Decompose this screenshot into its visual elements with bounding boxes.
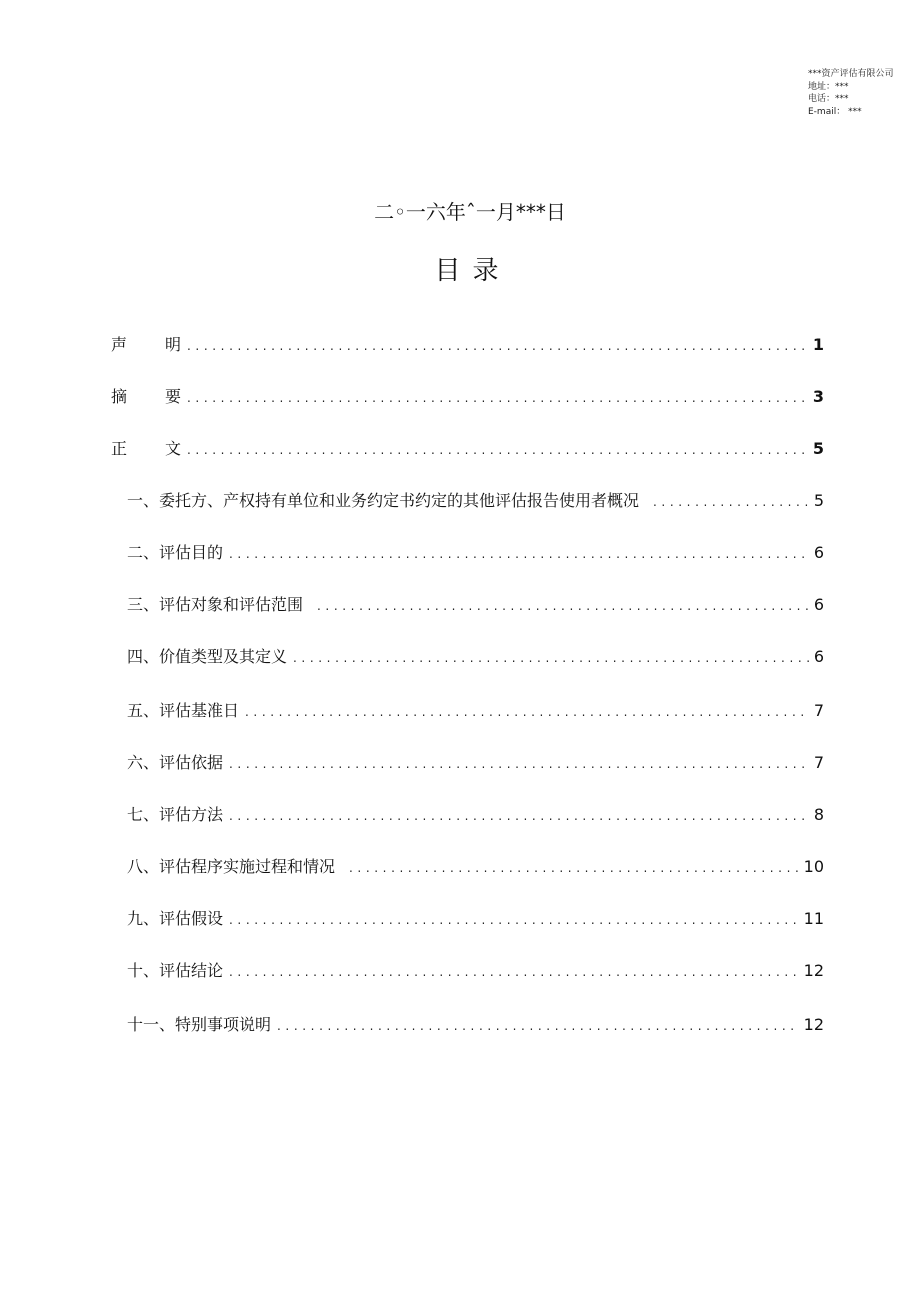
- toc-section-4[interactable]: [127, 644, 824, 668]
- toc-dot-leader: [349, 861, 800, 875]
- toc-dot-leader: [229, 913, 800, 927]
- company-name: ***资产评估有限公司: [808, 69, 894, 79]
- toc-page-number: 12: [803, 961, 824, 980]
- toc-section-1[interactable]: [127, 488, 824, 512]
- toc-label-char: 明: [164, 335, 181, 354]
- toc-entry-label: 二、评估目的: [127, 543, 224, 562]
- toc-title: 目录: [434, 256, 511, 286]
- toc-section-3[interactable]: [127, 592, 824, 616]
- toc-entry-label: 十一、特别事项说明: [127, 1015, 272, 1034]
- toc-label-char: 文: [164, 439, 181, 458]
- toc-page-number: 6: [813, 595, 824, 614]
- toc-page-number: 10: [803, 857, 824, 876]
- toc-section-7[interactable]: [127, 802, 824, 826]
- toc-dot-leader: [229, 809, 810, 823]
- toc-dot-leader: [293, 651, 810, 665]
- toc-entry-summary[interactable]: [111, 384, 824, 408]
- toc-entry-label: 一、委托方、产权持有单位和业务约定书约定的其他评估报告使用者概况: [127, 491, 640, 510]
- toc-entry-main-text[interactable]: [111, 436, 824, 460]
- toc-section-6[interactable]: [127, 750, 824, 774]
- toc-entry-label: 四、价值类型及其定义: [127, 647, 288, 666]
- toc-dot-leader: [229, 757, 810, 771]
- company-address: 地址：***: [808, 81, 849, 92]
- toc-page-number: 5: [812, 439, 824, 458]
- toc-dot-leader: [653, 495, 810, 509]
- toc-section-5[interactable]: [127, 698, 824, 722]
- company-phone: 电话：***: [808, 94, 849, 104]
- toc-dot-leader: [229, 965, 800, 979]
- toc-dot-leader: [229, 547, 810, 561]
- toc-page-number: 5: [813, 491, 824, 510]
- report-date: 二◦一六年ˆ一月***日: [374, 200, 566, 224]
- toc-entry-label: [111, 332, 181, 355]
- toc-label-char: 要: [164, 387, 181, 406]
- toc-page-number: 1: [812, 335, 824, 354]
- toc-label-char: 摘: [111, 387, 128, 406]
- toc-dot-leader: [245, 705, 810, 719]
- toc-page-number: 12: [803, 1015, 824, 1034]
- toc-page-number: 8: [813, 805, 824, 824]
- toc-entry-label: 六、评估依据: [127, 753, 224, 772]
- toc-dot-leader: [187, 443, 809, 457]
- toc-dot-leader: [187, 339, 809, 353]
- toc-entry-label: [111, 436, 181, 459]
- toc-page-number: 7: [813, 701, 824, 720]
- toc-entry-label: 三、评估对象和评估范围: [127, 595, 304, 614]
- toc-section-11[interactable]: [127, 1012, 824, 1036]
- toc-entry-label: 八、评估程序实施过程和情况: [127, 857, 336, 876]
- toc-page-number: 3: [812, 387, 824, 406]
- toc-page-number: 6: [813, 647, 824, 666]
- company-email: E-mail： ***: [808, 106, 862, 117]
- toc-page-number: 7: [813, 753, 824, 772]
- toc-section-9[interactable]: [127, 906, 824, 930]
- toc-label-char: 声: [111, 335, 128, 354]
- toc-entry-label: 五、评估基准日: [127, 701, 240, 720]
- toc-entry-label: 十、评估结论: [127, 961, 224, 980]
- toc-section-2[interactable]: [127, 540, 824, 564]
- toc-label-char: 正: [111, 439, 128, 458]
- toc-dot-leader: [317, 599, 810, 613]
- toc-entry-label: [111, 384, 181, 407]
- toc-page-number: 6: [813, 543, 824, 562]
- toc-entry-statement[interactable]: [111, 332, 824, 356]
- toc-section-10[interactable]: [127, 958, 824, 982]
- toc-page-number: 11: [803, 909, 824, 928]
- toc-entry-label: 七、评估方法: [127, 805, 224, 824]
- toc-entry-label: 九、评估假设: [127, 909, 224, 928]
- toc-dot-leader: [277, 1019, 800, 1033]
- company-info: [808, 68, 894, 118]
- toc-section-8[interactable]: [127, 854, 824, 878]
- toc-dot-leader: [187, 391, 809, 405]
